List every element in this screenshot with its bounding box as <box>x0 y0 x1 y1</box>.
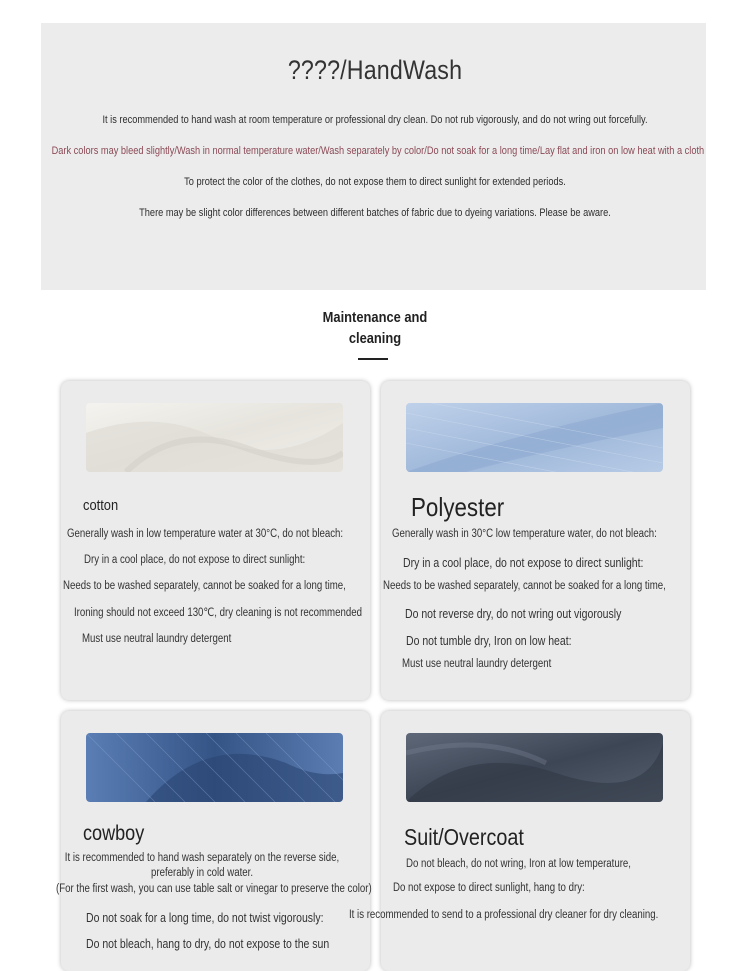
cotton-title: cotton <box>83 497 119 514</box>
polyester-care-line: Generally wash in 30°C low temperature water, do not bleach: <box>392 528 657 540</box>
polyester-care-line: Do not reverse dry, do not wring out vigorously <box>405 607 622 621</box>
suit-care-line: It is recommended to send to a professional dry cleaner for dry cleaning. <box>349 909 659 921</box>
denim-fabric-image <box>86 733 343 802</box>
polyester-care-line: Dry in a cool place, do not expose to direct sunlight: <box>403 556 644 570</box>
cotton-care-line: Must use neutral laundry detergent <box>82 633 232 645</box>
maintenance-title <box>53 307 698 349</box>
cotton-care-line: Generally wash in low temperature water at 30°C, do not bleach: <box>67 528 344 540</box>
cowboy-care-line: Do not soak for a long time, do not twist vigorously: <box>86 911 324 925</box>
suit-fabric-image <box>406 733 663 802</box>
handwash-line: It is recommended to hand wash at room temperature or professional dry clean. Do not rub vigorously, and do not wring out forcefully. <box>102 114 648 126</box>
suit-title: Suit/Overcoat <box>404 824 524 850</box>
suit-care-line: Do not bleach, do not wring, Iron at low temperature, <box>406 858 631 870</box>
cowboy-care-line: It is recommended to hand wash separately on the reverse side, preferably in cold water. <box>64 852 340 879</box>
handwash-title: ????/HandWash <box>287 55 463 85</box>
cowboy-care-line: (For the first wash, you can use table salt or vinegar to preserve the color) <box>56 883 372 895</box>
cotton-fabric-image <box>86 403 343 472</box>
maintenance-title-line: Maintenance and <box>322 309 428 326</box>
cowboy-care-line: Do not bleach, hang to dry, do not expose to the sun <box>86 937 330 951</box>
polyester-title: Polyester <box>411 492 505 522</box>
polyester-fabric-image <box>406 403 663 472</box>
polyester-care-line: Needs to be washed separately, cannot be soaked for a long time, <box>383 580 666 592</box>
cowboy-title: cowboy <box>83 822 145 845</box>
polyester-care-line: Do not tumble dry, Iron on low heat: <box>406 634 572 648</box>
suit-care-line: Do not expose to direct sunlight, hang to dry: <box>393 882 585 894</box>
handwash-line: There may be slight color differences between different batches of fabric due to dyeing variations. Please be aware. <box>139 207 611 219</box>
cotton-care-line: Dry in a cool place, do not expose to direct sunlight: <box>84 554 306 566</box>
cotton-care-line: Ironing should not exceed 130℃, dry cleaning is not recommended <box>74 607 362 619</box>
handwash-line: To protect the color of the clothes, do not expose them to direct sunlight for extended periods. <box>184 176 566 188</box>
title-underline <box>358 358 388 360</box>
polyester-care-line: Must use neutral laundry detergent <box>402 658 552 670</box>
maintenance-title-line: cleaning <box>348 330 402 347</box>
cotton-care-line: Needs to be washed separately, cannot be soaked for a long time, <box>63 580 346 592</box>
handwash-line-dark-colors: Dark colors may bleed slightly/Wash in normal temperature water/Wash separately by color/Do not soak for a long time/Lay flat and iron on low heat with a cloth <box>51 145 705 157</box>
